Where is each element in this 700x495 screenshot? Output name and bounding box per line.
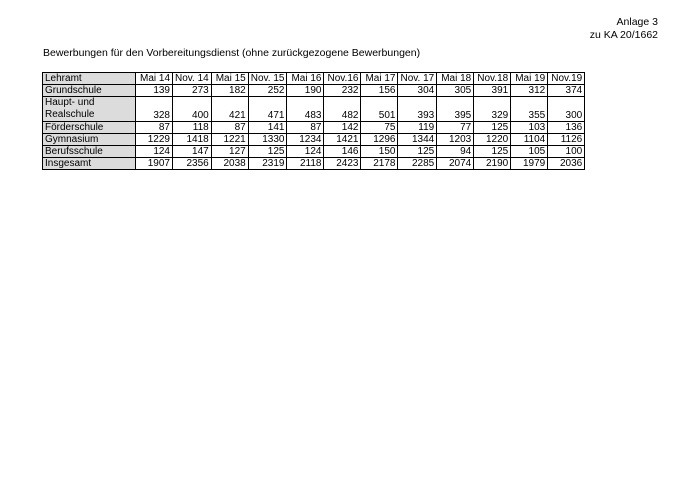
table-cell: 2178	[361, 158, 398, 170]
column-header: Mai 14	[136, 73, 173, 85]
table-cell: 482	[324, 97, 361, 122]
table-cell: 125	[474, 146, 511, 158]
row-label-line2: Realschule	[45, 109, 95, 120]
table-cell: 100	[548, 146, 585, 158]
table-cell: 147	[173, 146, 212, 158]
table-cell: 2036	[548, 158, 585, 170]
column-header: Nov.16	[324, 73, 361, 85]
table-cell: 118	[173, 122, 212, 134]
row-label: Berufsschule	[43, 146, 136, 158]
table-row	[43, 97, 585, 122]
annex-ka-number: zu KA 20/1662	[589, 29, 658, 41]
table-cell: 87	[136, 122, 173, 134]
table-cell: 146	[324, 146, 361, 158]
table-cell: 355	[511, 97, 548, 122]
table-cell: 2038	[211, 158, 248, 170]
table-cell: 1418	[173, 134, 212, 146]
table-cell: 150	[361, 146, 398, 158]
table-cell: 2074	[437, 158, 474, 170]
table-cell: 124	[136, 146, 173, 158]
table-cell: 77	[437, 122, 474, 134]
table-cell: 312	[511, 85, 548, 97]
row-label: Grundschule	[43, 85, 136, 97]
table-cell: 136	[548, 122, 585, 134]
column-header: Nov. 15	[248, 73, 287, 85]
table-cell: 2118	[287, 158, 324, 170]
annex-label: Anlage 3	[616, 16, 658, 28]
table-cell: 1234	[287, 134, 324, 146]
table-cell: 2356	[173, 158, 212, 170]
table-cell: 103	[511, 122, 548, 134]
table-cell: 105	[511, 146, 548, 158]
table-cell: 141	[248, 122, 287, 134]
table-cell: 329	[474, 97, 511, 122]
table-cell: 304	[398, 85, 437, 97]
table-cell: 305	[437, 85, 474, 97]
table-header-row	[43, 73, 585, 85]
table-cell: 501	[361, 97, 398, 122]
table-cell: 1344	[398, 134, 437, 146]
row-label	[43, 97, 136, 122]
table-cell: 190	[287, 85, 324, 97]
table-cell: 1421	[324, 134, 361, 146]
table-cell: 421	[211, 97, 248, 122]
table-cell: 395	[437, 97, 474, 122]
table-cell: 232	[324, 85, 361, 97]
column-header-lehramt: Lehramt	[43, 73, 136, 85]
table-cell: 127	[211, 146, 248, 158]
table-cell: 87	[287, 122, 324, 134]
column-header: Nov. 17	[398, 73, 437, 85]
table-row	[43, 122, 585, 134]
table-cell: 1907	[136, 158, 173, 170]
table-cell: 328	[136, 97, 173, 122]
table-cell: 125	[398, 146, 437, 158]
table-cell: 393	[398, 97, 437, 122]
table-cell: 1104	[511, 134, 548, 146]
table-cell: 1221	[211, 134, 248, 146]
table-cell: 119	[398, 122, 437, 134]
table-cell: 156	[361, 85, 398, 97]
column-header: Nov. 14	[173, 73, 212, 85]
row-label-line1: Haupt- und	[45, 97, 95, 108]
column-header: Nov.18	[474, 73, 511, 85]
column-header: Mai 15	[211, 73, 248, 85]
table-cell: 374	[548, 85, 585, 97]
table-cell: 1126	[548, 134, 585, 146]
table-cell: 87	[211, 122, 248, 134]
table-cell: 391	[474, 85, 511, 97]
table-cell: 2190	[474, 158, 511, 170]
table-cell: 471	[248, 97, 287, 122]
column-header: Mai 17	[361, 73, 398, 85]
table-cell: 483	[287, 97, 324, 122]
table-row-total	[43, 158, 585, 170]
table-cell: 300	[548, 97, 585, 122]
document-title: Bewerbungen für den Vorbereitungsdienst (ohne zurückgezogene Bewerbungen)	[43, 47, 421, 59]
table-cell: 1979	[511, 158, 548, 170]
table-cell: 1220	[474, 134, 511, 146]
table-cell: 2285	[398, 158, 437, 170]
applications-table	[42, 72, 585, 170]
table-row	[43, 85, 585, 97]
table-cell: 2319	[248, 158, 287, 170]
row-label: Gymnasium	[43, 134, 136, 146]
table-row	[43, 134, 585, 146]
table-cell: 139	[136, 85, 173, 97]
column-header: Mai 16	[287, 73, 324, 85]
table-cell: 1203	[437, 134, 474, 146]
column-header: Mai 19	[511, 73, 548, 85]
table-cell: 273	[173, 85, 212, 97]
table-cell: 182	[211, 85, 248, 97]
table-cell: 400	[173, 97, 212, 122]
table-cell: 1296	[361, 134, 398, 146]
table-cell: 2423	[324, 158, 361, 170]
table-cell: 125	[474, 122, 511, 134]
table-cell: 1229	[136, 134, 173, 146]
table-cell: 94	[437, 146, 474, 158]
table-cell: 75	[361, 122, 398, 134]
column-header: Nov.19	[548, 73, 585, 85]
annex-reference	[590, 16, 658, 42]
table-row	[43, 146, 585, 158]
row-label: Insgesamt	[43, 158, 136, 170]
table-cell: 124	[287, 146, 324, 158]
table-cell: 1330	[248, 134, 287, 146]
row-label: Förderschule	[43, 122, 136, 134]
column-header: Mai 18	[437, 73, 474, 85]
table-cell: 142	[324, 122, 361, 134]
table-cell: 125	[248, 146, 287, 158]
table-cell: 252	[248, 85, 287, 97]
